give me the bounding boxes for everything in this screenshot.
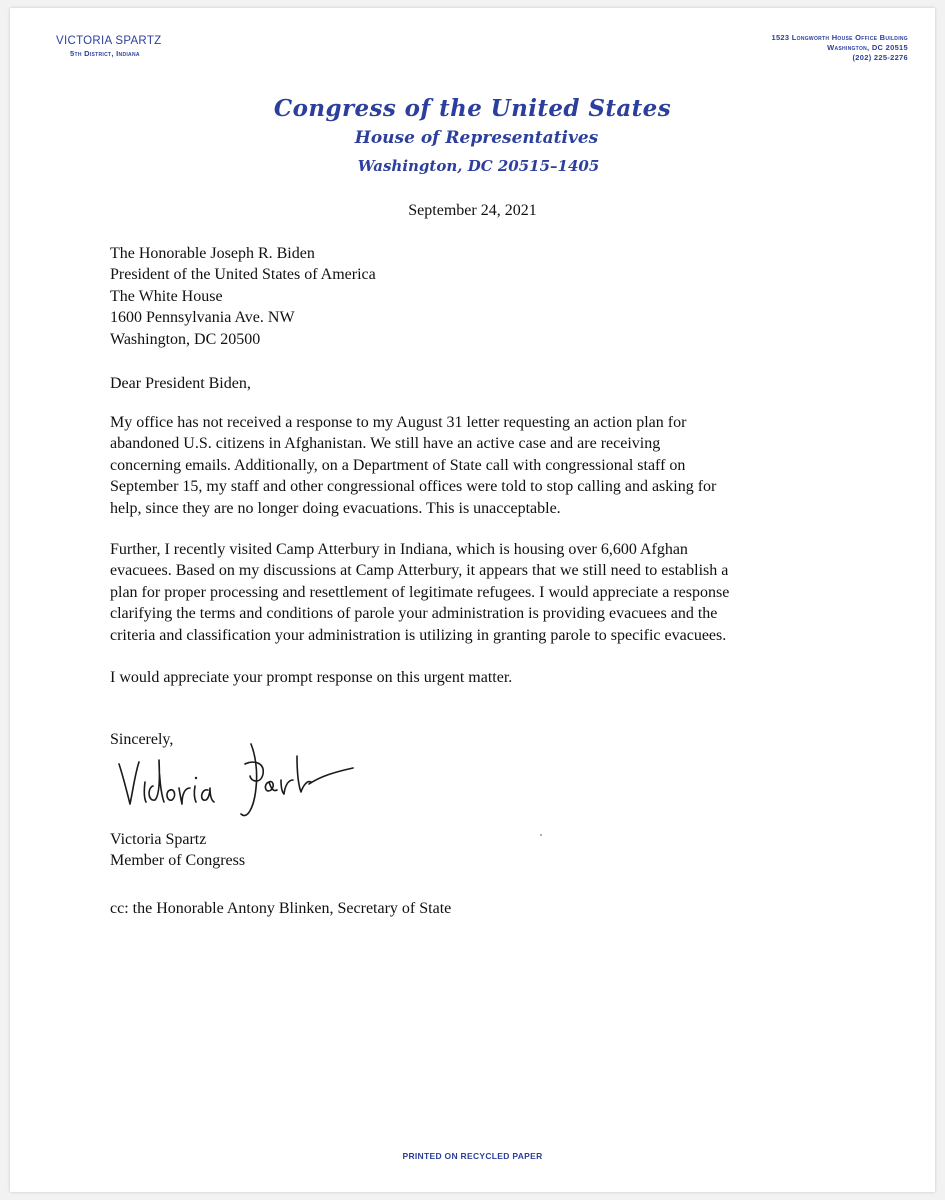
letterhead-title: Congress of the United States bbox=[273, 95, 672, 122]
letter-page bbox=[10, 8, 935, 1192]
paragraph-line: help, since they are no longer doing evacuations. This is unacceptable. bbox=[110, 499, 561, 517]
member-name: VICTORIA SPARTZ bbox=[56, 35, 162, 47]
recipient-line: The White House bbox=[110, 287, 223, 305]
recycled-paper-note: PRINTED ON RECYCLED PAPER bbox=[402, 1151, 543, 1161]
recipient-line: The Honorable Joseph R. Biden bbox=[110, 245, 315, 262]
paragraph-line: My office has not received a response to my August 31 letter requesting an action plan for bbox=[110, 414, 687, 431]
paragraph-line: September 15, my staff and other congressional offices were told to stop calling and asking for bbox=[110, 478, 717, 496]
paragraph-line: plan for proper processing and resettlement of legitimate refugees. I would appreciate a response bbox=[110, 583, 730, 601]
cc-line: cc: the Honorable Antony Blinken, Secretary of State bbox=[110, 900, 452, 917]
member-district: 5th District, Indiana bbox=[70, 49, 140, 58]
paragraph-line: Further, I recently visited Camp Atterbury in Indiana, which is housing over 6,600 Afghan bbox=[110, 541, 688, 558]
letterhead-city: Washington, DC 20515–1405 bbox=[357, 157, 600, 175]
handwritten-signature bbox=[113, 730, 363, 820]
recipient-address bbox=[110, 243, 860, 350]
paragraph-line: evacuees. Based on my discussions at Camp Atterbury, it appears that we still need to establish a bbox=[110, 562, 729, 580]
paragraph-line: clarifying the terms and conditions of parole your administration is providing evacuees and the bbox=[110, 605, 718, 623]
signer-name: Victoria Spartz bbox=[110, 831, 207, 848]
paragraph-line: I would appreciate your prompt response on this urgent matter. bbox=[110, 669, 513, 686]
recipient-line: President of the United States of America bbox=[110, 266, 376, 284]
paragraph-1 bbox=[110, 412, 860, 519]
paper-speck bbox=[540, 834, 542, 836]
letter-date: September 24, 2021 bbox=[408, 202, 537, 219]
paragraph-3 bbox=[110, 667, 860, 688]
office-phone: (202) 225-2276 bbox=[852, 53, 908, 62]
office-address-line: 1523 Longworth House Office Building bbox=[771, 33, 908, 42]
office-address-line: Washington, DC 20515 bbox=[827, 43, 908, 52]
member-block bbox=[56, 35, 161, 58]
paragraph-line: abandoned U.S. citizens in Afghanistan. We still have an active case and are receiving bbox=[110, 435, 661, 453]
letterhead-chamber: House of Representatives bbox=[354, 128, 599, 148]
paragraph-line: concerning emails. Additionally, on a Department of State call with congressional staff on bbox=[110, 456, 686, 474]
recipient-line: 1600 Pennsylvania Ave. NW bbox=[110, 309, 295, 327]
paragraph-2 bbox=[110, 539, 860, 646]
recipient-line: Washington, DC 20500 bbox=[110, 330, 261, 348]
closing: Sincerely, bbox=[110, 731, 174, 748]
signer-title: Member of Congress bbox=[110, 852, 246, 870]
paragraph-line: criteria and classification your administration is utilizing in granting parole to specific evacuees. bbox=[110, 626, 727, 644]
office-address bbox=[771, 33, 908, 63]
signer-block bbox=[110, 829, 860, 872]
salutation: Dear President Biden, bbox=[110, 375, 251, 392]
